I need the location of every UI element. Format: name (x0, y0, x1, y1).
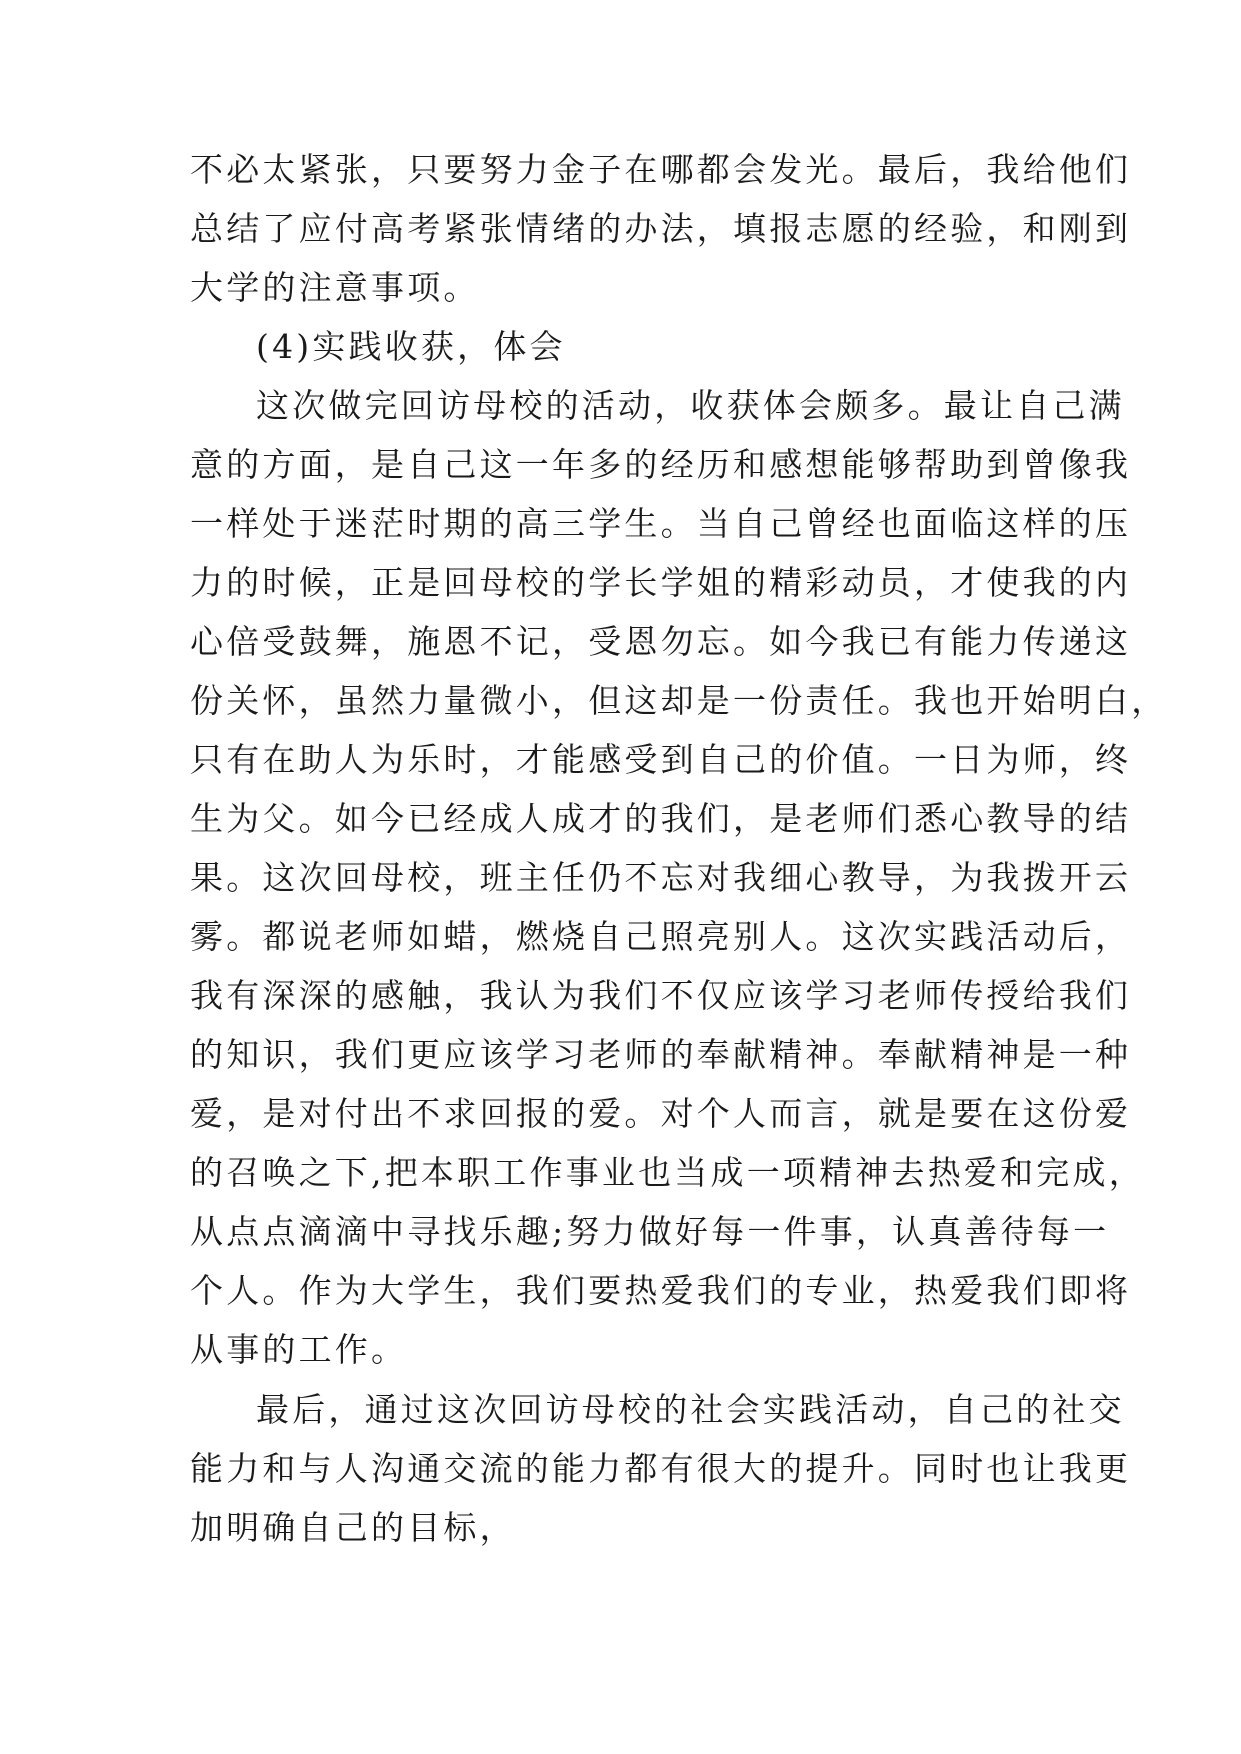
paragraph-line: 总结了应付高考紧张情绪的办法，填报志愿的经验，和刚到 (190, 209, 1132, 248)
paragraph-line: 果。这次回母校，班主任仍不忘对我细心教导，为我拨开云 (190, 858, 1132, 897)
paragraph-line: 个人。作为大学生，我们要热爱我们的专业，热爱我们即将 (190, 1271, 1132, 1310)
paragraph-line: 爱，是对付出不求回报的爱。对个人而言，就是要在这份爱 (190, 1094, 1132, 1133)
paragraph-line: 能力和与人沟通交流的能力都有很大的提升。同时也让我更 (190, 1449, 1132, 1488)
paragraph-line: 最后，通过这次回访母校的社会实践活动，自己的社交 (256, 1390, 1125, 1429)
paragraph-line: 雾。都说老师如蜡，燃烧自己照亮别人。这次实践活动后， (190, 917, 1132, 956)
paragraph-line: 意的方面，是自己这一年多的经历和感想能够帮助到曾像我 (190, 445, 1132, 484)
paragraph-line: 加明确自己的目标， (190, 1508, 516, 1547)
paragraph-line: 不必太紧张，只要努力金子在哪都会发光。最后，我给他们 (190, 150, 1132, 189)
paragraph-line: 份关怀，虽然力量微小，但这却是一份责任。我也开始明白， (190, 681, 1168, 720)
paragraph-line: 心倍受鼓舞，施恩不记，受恩勿忘。如今我已有能力传递这 (190, 622, 1132, 661)
paragraph-line: 生为父。如今已经成人成才的我们，是老师们悉心教导的结 (190, 799, 1132, 838)
paragraph-line: 的召唤之下,把本职工作事业也当成一项精神去热爱和完成， (190, 1153, 1145, 1192)
paragraph-line: 我有深深的感触，我认为我们不仅应该学习老师传授给我们 (190, 976, 1132, 1015)
paragraph-line: 大学的注意事项。 (190, 268, 480, 307)
paragraph-line: 从事的工作。 (190, 1330, 408, 1369)
paragraph-line: 的知识，我们更应该学习老师的奉献精神。奉献精神是一种 (190, 1035, 1132, 1074)
paragraph-line: 一样处于迷茫时期的高三学生。当自己曾经也面临这样的压 (190, 504, 1132, 543)
section-heading: (4)实践收获，体会 (256, 327, 566, 366)
paragraph-line: 只有在助人为乐时，才能感受到自己的价值。一日为师，终 (190, 740, 1132, 779)
paragraph-line: 力的时候，正是回母校的学长学姐的精彩动员，才使我的内 (190, 563, 1132, 602)
paragraph-line: 从点点滴滴中寻找乐趣;努力做好每一件事，认真善待每一 (190, 1212, 1110, 1251)
paragraph-line: 这次做完回访母校的活动，收获体会颇多。最让自己满 (256, 386, 1125, 425)
